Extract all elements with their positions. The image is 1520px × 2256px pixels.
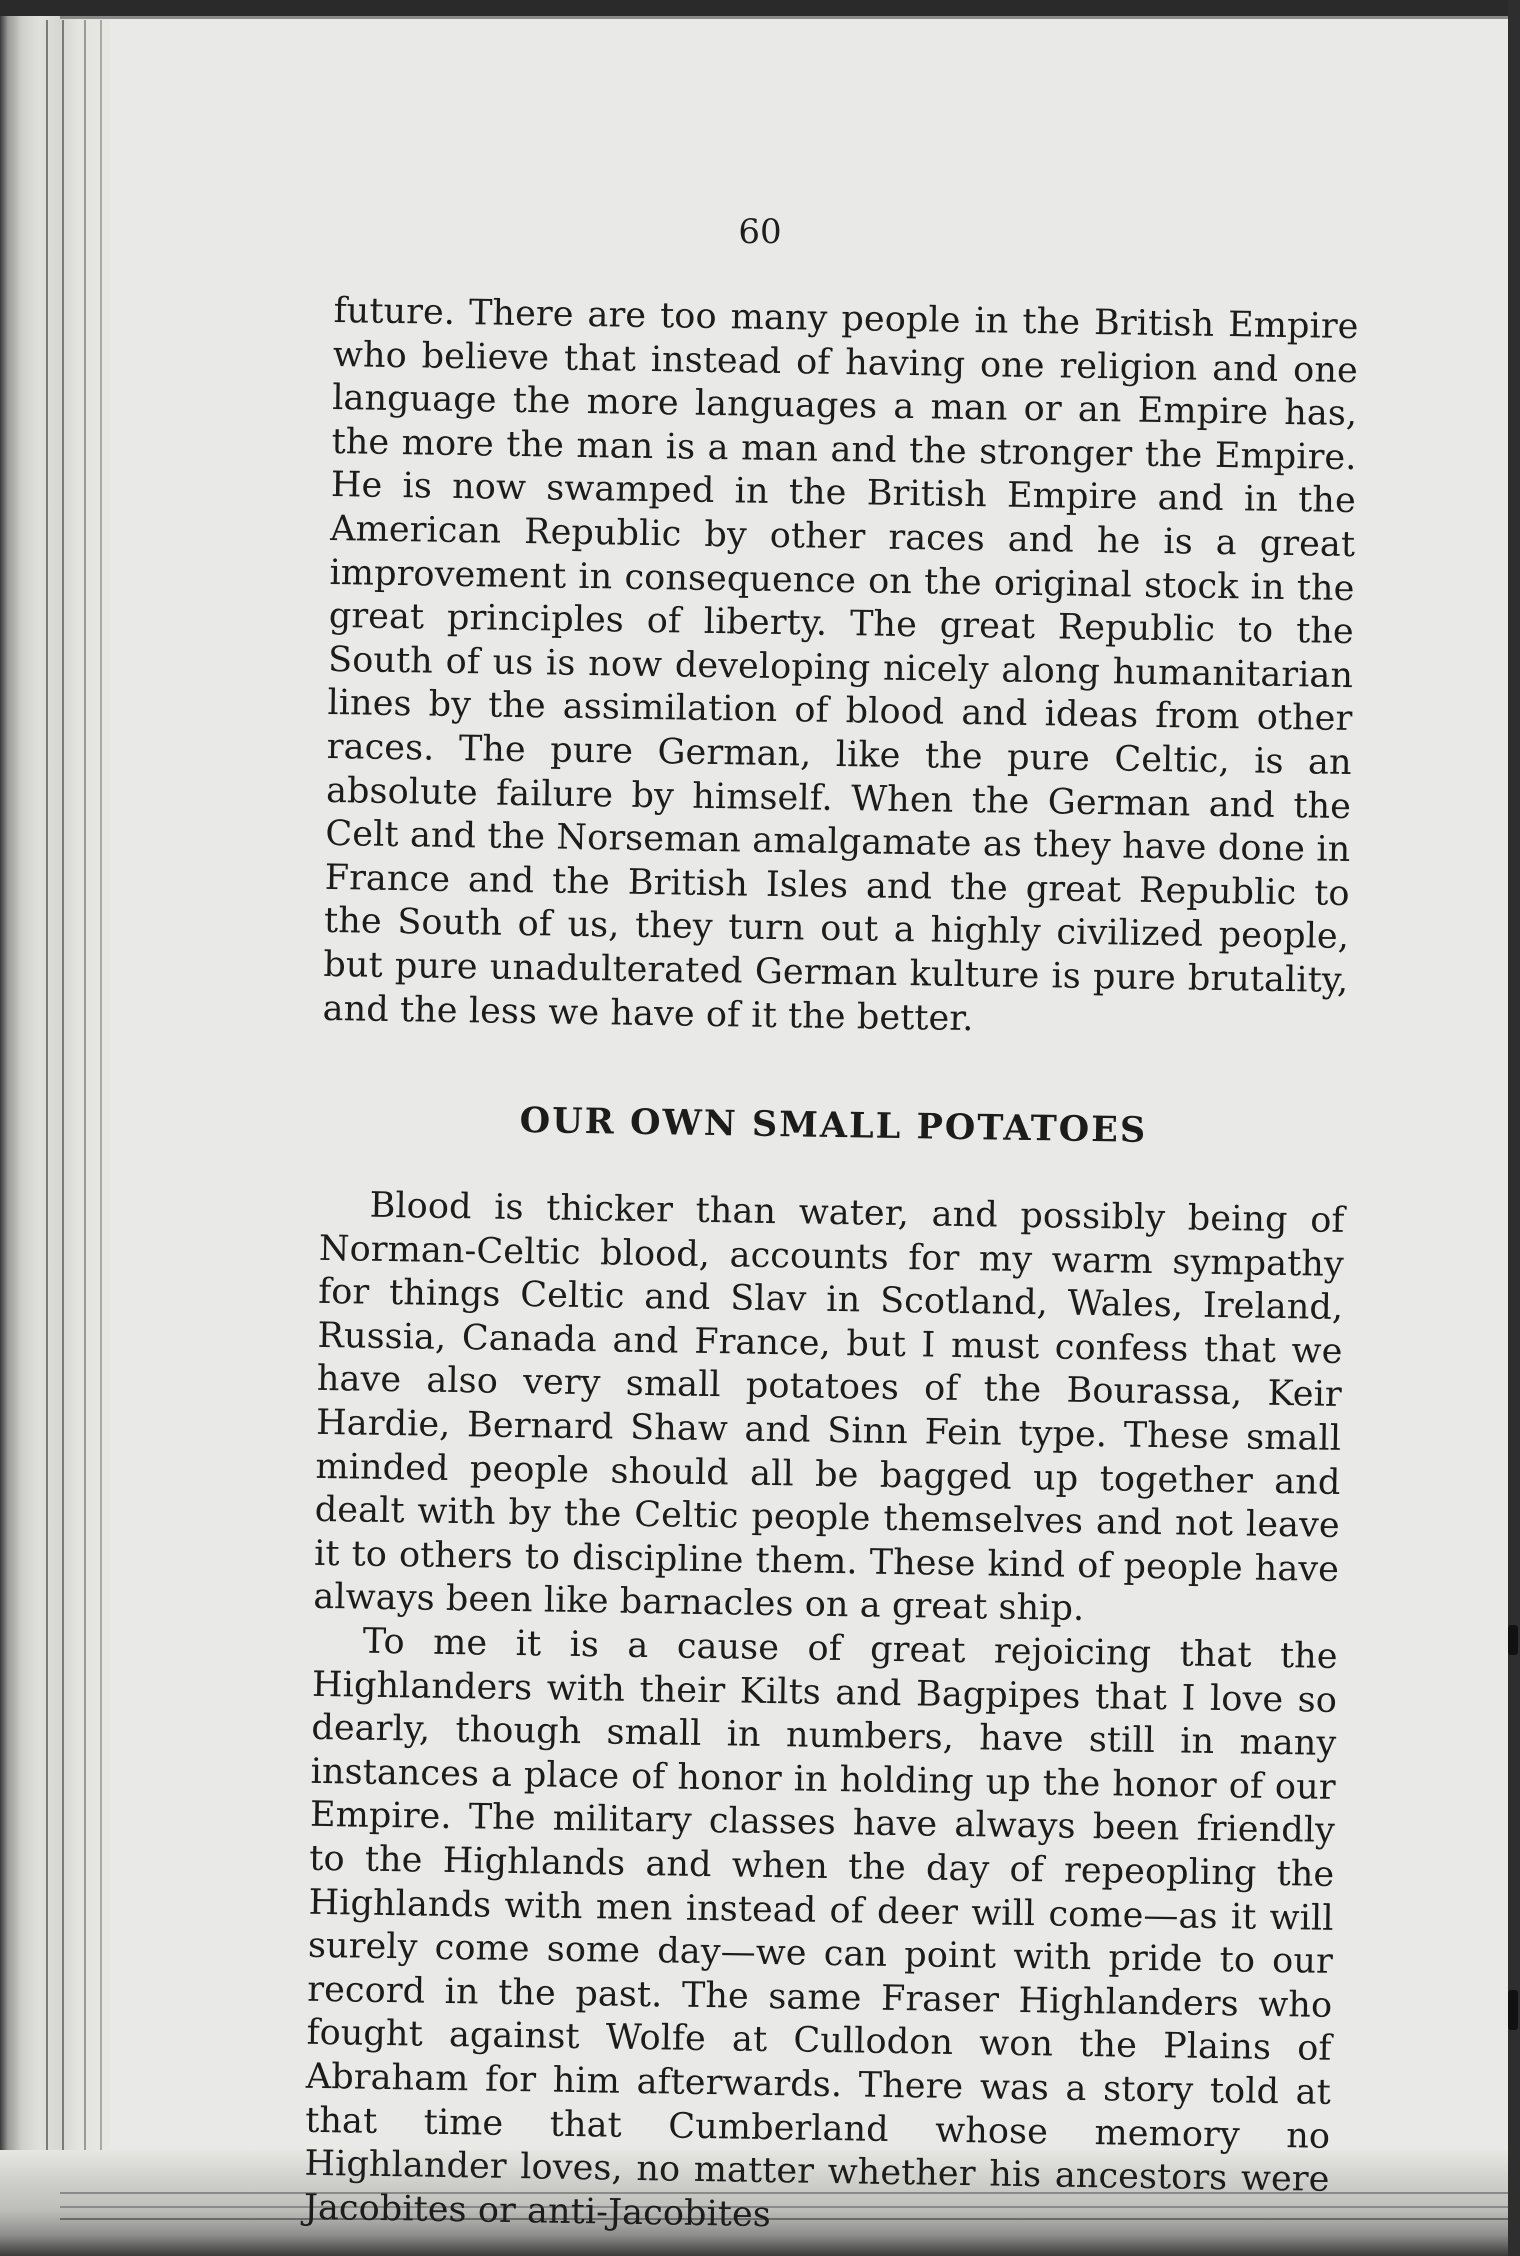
scan-artifact-mark [1508, 1625, 1518, 1655]
page-edge-line [84, 20, 86, 2200]
page-number: 60 [738, 212, 782, 252]
body-paragraph: future. There are too many people in the British Empire who believe that instead of having one religion and one language the more languages a man or an Empire has, the more the man is a man and the stronger the Empire. He is now swamped in the British Empire and in the American Republic by other races and he is a great improvement in consequence on the original stock in the great principles of liberty. The great Republic to the South of us is now developing nicely along humanitarian lines by the assimilation of blood and ideas from other races. The pure German, like the pure Celtic, is an absolute failure by himself. When the German and the Celt and the Norseman amalgamate as they have done in France and the British Isles and the great Republic to the South of us, they turn out a highly civilized people, but pure unadulterated German kulture is pure brutality, and the less we have of it the better. [322, 290, 1359, 1039]
page-edge-line [62, 20, 64, 2200]
section-heading: OUR OWN SMALL POTATOES [519, 1100, 1148, 1151]
stacked-page-edges-left [0, 0, 110, 2256]
scan-top-border [0, 0, 1520, 16]
page-top-edge [60, 16, 1520, 19]
scan-right-border [1508, 0, 1520, 2256]
scan-artifact-mark [1508, 1990, 1518, 2030]
page-edge-line [46, 20, 48, 2200]
page-edge-line [100, 20, 102, 2200]
body-paragraph: To me it is a cause of great rejoicing that the Highlanders with their Kilts and Bagpipes that I love so dearly, though small in numbers, have still in many instances a place of honor in holding up the honor of our Empire. The military classes have always been friendly to the Highlands and when the day of repeopling the Highlands with men instead of deer will come—as it will surely come some day—we can point with pride to our record in the past. The same Fraser Highlanders who fought against Wolfe at Cullodon won the Plains of Abraham for him afterwards. There was a story told at that time that Cumberland whose memory no Highlander loves, no matter whether his ancestors were Jacobites or anti-Jacobites [303, 1621, 1338, 2235]
body-paragraph: Blood is thicker than water, and possibly being of Norman-Celtic blood, accounts for my warm sympathy for things Celtic and Slav in Scotland, Wales, Ireland, Russia, Canada and France, but I must confess that we have also very small potatoes of the Bourassa, Keir Hardie, Bernard Shaw and Sinn Fein type. These small minded people should all be bagged up together and dealt with by the Celtic people themselves and not leave it to others to discipline them. These kind of people have always been like barnacles on a great ship. [313, 1185, 1345, 1630]
body-text [304, 290, 1359, 2246]
